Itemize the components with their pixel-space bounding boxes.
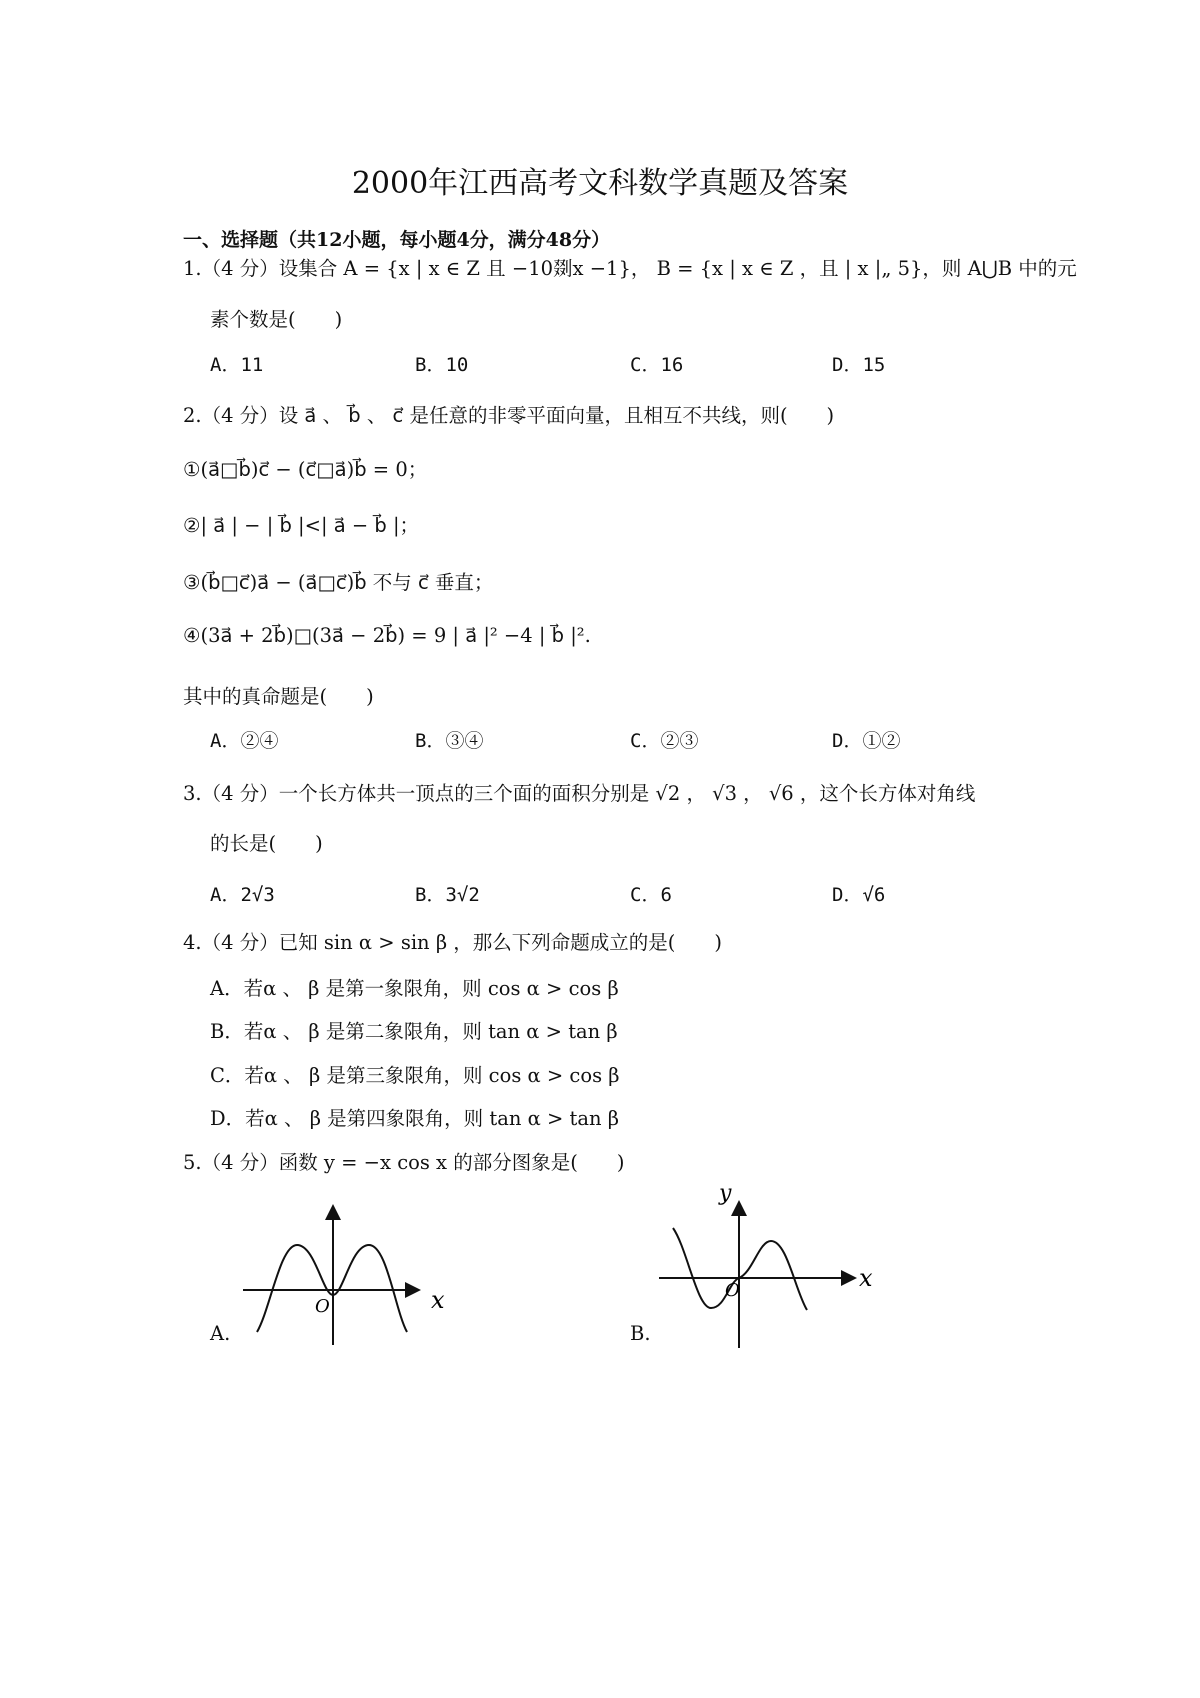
q2-statement-3: ③(b⃗□c⃗)a⃗ − (a⃗□c⃗)b⃗ 不与 c⃗ 垂直； (183, 571, 494, 594)
q4-option-b: B．若α 、 β 是第二象限角，则 tan α > tan β (210, 1020, 618, 1043)
q1-stem: 1.（4 分）设集合 A = {x | x ∈ Z 且 −10剟x −1}， B = {x | x ∈ Z ，且 | x |„ 5}，则 A⋃B 中的元 (183, 257, 1077, 280)
q5-figure-b-label: B. (630, 1322, 651, 1345)
q2-ask: 其中的真命题是( ) (183, 685, 374, 708)
q1-option-b: B．10 (415, 354, 469, 376)
q2-statement-2: ②| a⃗ | − | b⃗ |<| a⃗ − b⃗ |； (183, 514, 420, 537)
q3-stem: 3.（4 分）一个长方体共一顶点的三个面的面积分别是 √2 ， √3 ， √6 ，这个长方体对角线 (183, 782, 976, 805)
q3-stem-cont: 的长是( ) (210, 832, 323, 855)
y-axis-label: y (719, 1181, 732, 1206)
q2-statement-1: ①(a⃗□b⃗)c⃗ − (c⃗□a⃗)b⃗ = 0； (183, 458, 428, 481)
q4-stem: 4.（4 分）已知 sin α > sin β ，那么下列命题成立的是( ) (183, 931, 723, 954)
q3-option-c: C．6 (630, 884, 672, 906)
q1-option-c: C．16 (630, 354, 684, 376)
q4-option-d: D．若α 、 β 是第四象限角，则 tan α > tan β (210, 1107, 619, 1130)
q1-option-d: D．15 (832, 354, 886, 376)
x-axis-label: x (431, 1286, 445, 1314)
origin-label: O (725, 1280, 740, 1301)
origin-label: O (315, 1296, 330, 1317)
q3-option-b: B．3√2 (415, 884, 480, 906)
q2-option-d: D．①② (832, 730, 901, 752)
q1-option-a: A．11 (210, 354, 264, 376)
q5-figure-a-label: A. (210, 1322, 231, 1345)
q1-stem-cont: 素个数是( ) (210, 308, 343, 331)
q2-option-c: C．②③ (630, 730, 699, 752)
q2-option-b: B．③④ (415, 730, 484, 752)
q2-option-a: A．②④ (210, 730, 279, 752)
q3-option-a: A．2√3 (210, 884, 275, 906)
q5-graph-a (235, 1200, 465, 1350)
q5-stem: 5.（4 分）函数 y = −x cos x 的部分图象是( ) (183, 1151, 625, 1174)
q2-statement-4: ④(3a⃗ + 2b⃗)□(3a⃗ − 2b⃗) = 9 | a⃗ |² −4 | b⃗ |². (183, 624, 591, 647)
q3-option-d: D．√6 (832, 884, 886, 906)
section-heading: 一、选择题（共12小题，每小题4分，满分48分） (183, 229, 611, 251)
q4-option-a: A．若α 、 β 是第一象限角，则 cos α > cos β (210, 977, 619, 1000)
q5-graph-b (655, 1178, 885, 1350)
page-title: 2000年江西高考文科数学真题及答案 (351, 166, 849, 201)
x-axis-label: x (859, 1264, 873, 1292)
q4-option-c: C．若α 、 β 是第三象限角，则 cos α > cos β (210, 1064, 620, 1087)
q2-stem: 2.（4 分）设 a⃗ 、 b⃗ 、 c⃗ 是任意的非零平面向量，且相互不共线，则( ) (183, 404, 835, 427)
